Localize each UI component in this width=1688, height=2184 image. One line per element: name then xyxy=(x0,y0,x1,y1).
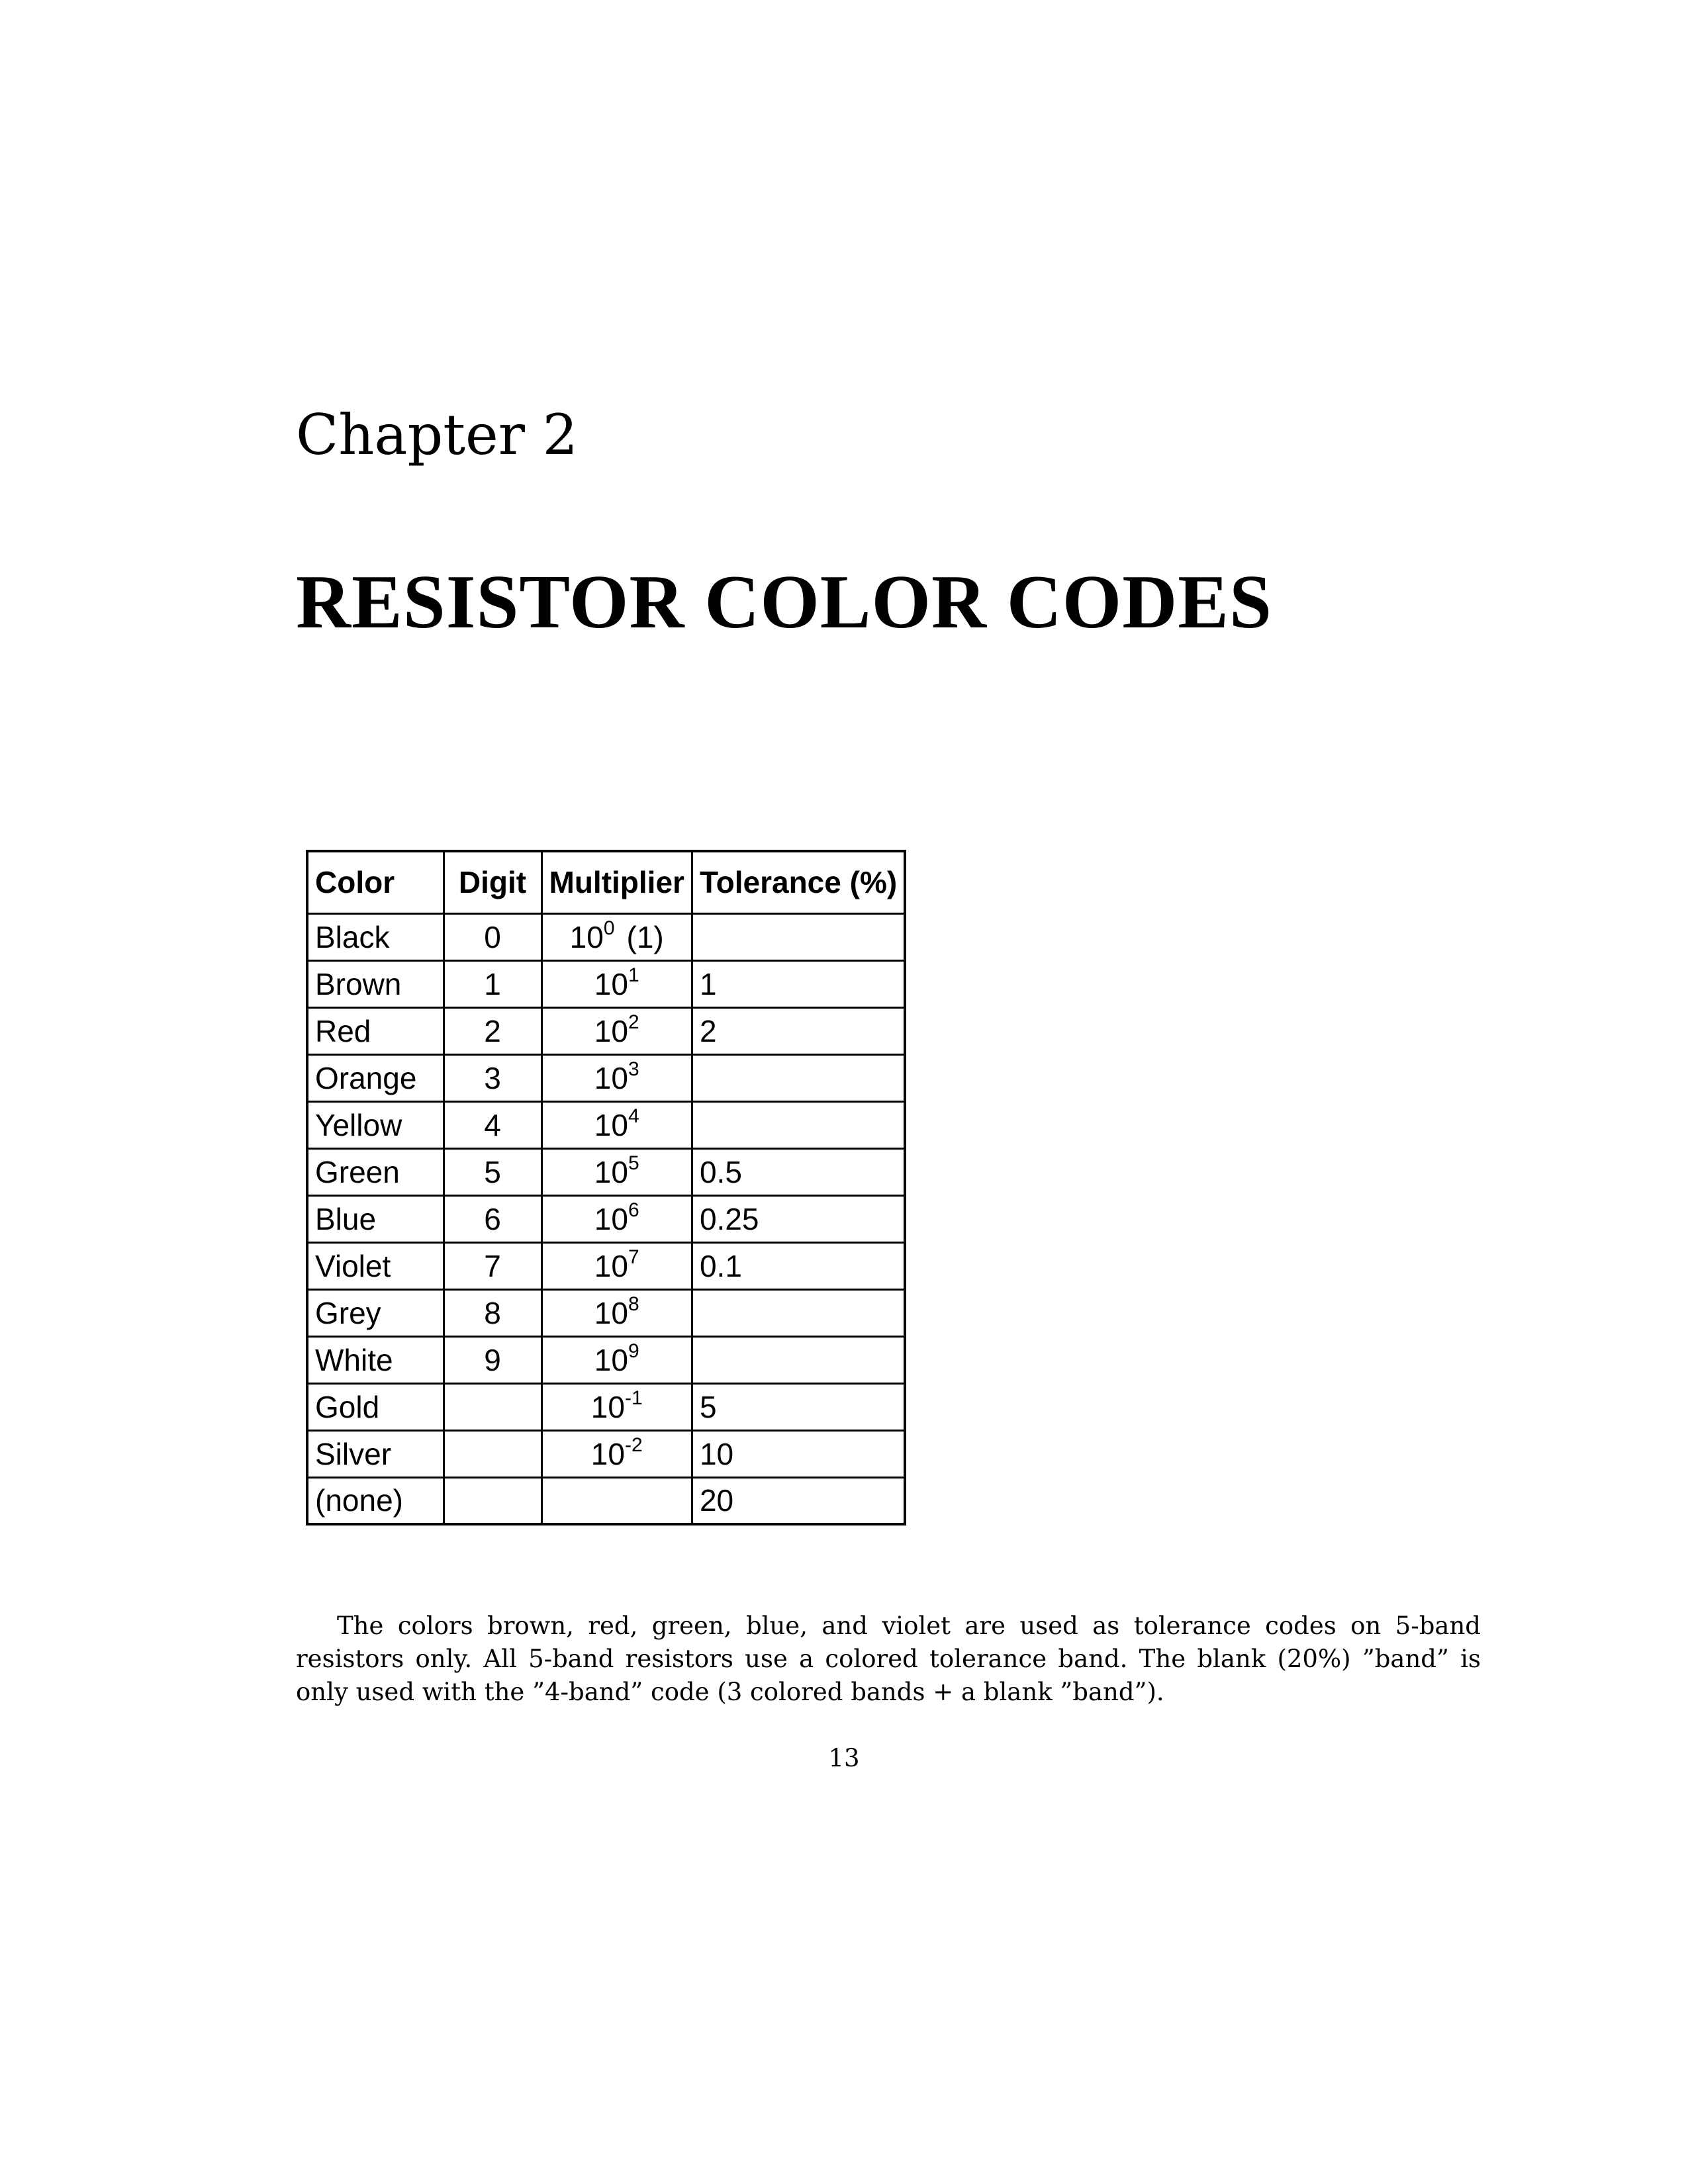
header-multiplier: Multiplier xyxy=(541,851,692,913)
cell-color: Brown xyxy=(307,960,444,1007)
multiplier-exponent: 1 xyxy=(628,964,639,986)
cell-digit xyxy=(444,1430,541,1477)
table-row xyxy=(307,1336,905,1383)
cell-color: White xyxy=(307,1336,444,1383)
table-body xyxy=(307,913,905,1524)
cell-multiplier xyxy=(541,1195,692,1242)
cell-color: Grey xyxy=(307,1289,444,1336)
multiplier-base: 10 xyxy=(594,1295,628,1330)
cell-multiplier xyxy=(541,1101,692,1148)
multiplier-base: 10 xyxy=(569,919,604,954)
multiplier-exponent: -2 xyxy=(624,1433,643,1456)
multiplier-base: 10 xyxy=(594,1154,628,1189)
cell-color: Black xyxy=(307,913,444,960)
table-row xyxy=(307,1430,905,1477)
multiplier-exponent: -1 xyxy=(624,1387,643,1409)
cell-digit: 0 xyxy=(444,913,541,960)
cell-tolerance xyxy=(692,1289,905,1336)
cell-digit: 2 xyxy=(444,1007,541,1054)
table-row xyxy=(307,1289,905,1336)
cell-digit: 9 xyxy=(444,1336,541,1383)
multiplier-value: (1) xyxy=(626,919,664,954)
table-row xyxy=(307,913,905,960)
cell-color: Silver xyxy=(307,1430,444,1477)
cell-multiplier xyxy=(541,1336,692,1383)
chapter-label: Chapter 2 xyxy=(296,402,578,467)
multiplier-exponent: 4 xyxy=(628,1105,639,1127)
header-color: Color xyxy=(307,851,444,913)
cell-color: Gold xyxy=(307,1383,444,1430)
cell-digit: 3 xyxy=(444,1054,541,1101)
cell-tolerance xyxy=(692,1101,905,1148)
multiplier-base: 10 xyxy=(594,1248,628,1283)
cell-tolerance xyxy=(692,1054,905,1101)
cell-color: Violet xyxy=(307,1242,444,1289)
multiplier-base: 10 xyxy=(594,1342,628,1377)
cell-digit xyxy=(444,1383,541,1430)
cell-tolerance: 1 xyxy=(692,960,905,1007)
multiplier-exponent: 7 xyxy=(628,1246,639,1268)
multiplier-base: 10 xyxy=(590,1436,625,1471)
cell-color: Green xyxy=(307,1148,444,1195)
cell-multiplier xyxy=(541,913,692,960)
cell-digit: 7 xyxy=(444,1242,541,1289)
multiplier-exponent: 9 xyxy=(628,1340,639,1362)
table-row xyxy=(307,1242,905,1289)
table-row xyxy=(307,960,905,1007)
multiplier-base: 10 xyxy=(594,1013,628,1048)
cell-digit: 8 xyxy=(444,1289,541,1336)
cell-multiplier xyxy=(541,1148,692,1195)
multiplier-exponent: 5 xyxy=(628,1152,639,1174)
table-row xyxy=(307,1477,905,1524)
cell-multiplier xyxy=(541,1430,692,1477)
table-header-row xyxy=(307,851,905,913)
multiplier-base: 10 xyxy=(594,966,628,1001)
page-number: 13 xyxy=(828,1744,860,1772)
multiplier-exponent: 6 xyxy=(628,1199,639,1221)
tolerance-note: The colors brown, red, green, blue, and violet are used as tolerance codes on 5-band resistors only. All 5-band resistors use a colored tolerance band. The blank (20%) ”band” is only used with the ”4-band” code (3 colored bands + a blank ”band”). xyxy=(296,1612,1481,1706)
cell-digit: 1 xyxy=(444,960,541,1007)
chapter-title: RESISTOR COLOR CODES xyxy=(296,560,1272,644)
cell-multiplier xyxy=(541,1054,692,1101)
cell-color: Blue xyxy=(307,1195,444,1242)
cell-tolerance: 10 xyxy=(692,1430,905,1477)
multiplier-base: 10 xyxy=(594,1201,628,1236)
cell-multiplier xyxy=(541,1242,692,1289)
cell-multiplier xyxy=(541,960,692,1007)
cell-tolerance: 0.5 xyxy=(692,1148,905,1195)
table-row xyxy=(307,1148,905,1195)
multiplier-exponent: 8 xyxy=(628,1293,639,1315)
cell-digit xyxy=(444,1477,541,1524)
header-tolerance: Tolerance (%) xyxy=(692,851,905,913)
table-row xyxy=(307,1101,905,1148)
header-digit: Digit xyxy=(444,851,541,913)
multiplier-exponent: 3 xyxy=(628,1058,639,1080)
table-row xyxy=(307,1007,905,1054)
cell-digit: 4 xyxy=(444,1101,541,1148)
cell-color: Yellow xyxy=(307,1101,444,1148)
cell-digit: 5 xyxy=(444,1148,541,1195)
cell-tolerance: 5 xyxy=(692,1383,905,1430)
cell-color: Red xyxy=(307,1007,444,1054)
cell-color: (none) xyxy=(307,1477,444,1524)
cell-multiplier xyxy=(541,1383,692,1430)
cell-color: Orange xyxy=(307,1054,444,1101)
multiplier-base: 10 xyxy=(594,1107,628,1142)
cell-tolerance: 0.1 xyxy=(692,1242,905,1289)
multiplier-base: 10 xyxy=(590,1389,625,1424)
cell-multiplier xyxy=(541,1007,692,1054)
table-row xyxy=(307,1054,905,1101)
cell-tolerance xyxy=(692,913,905,960)
multiplier-exponent: 2 xyxy=(628,1011,639,1033)
table-row xyxy=(307,1383,905,1430)
cell-tolerance: 20 xyxy=(692,1477,905,1524)
resistor-color-code-table xyxy=(306,850,906,1525)
multiplier-base: 10 xyxy=(594,1060,628,1095)
cell-multiplier xyxy=(541,1289,692,1336)
table-row xyxy=(307,1195,905,1242)
multiplier-exponent: 0 xyxy=(603,917,615,939)
cell-multiplier xyxy=(541,1477,692,1524)
cell-tolerance: 2 xyxy=(692,1007,905,1054)
cell-tolerance: 0.25 xyxy=(692,1195,905,1242)
cell-tolerance xyxy=(692,1336,905,1383)
cell-digit: 6 xyxy=(444,1195,541,1242)
